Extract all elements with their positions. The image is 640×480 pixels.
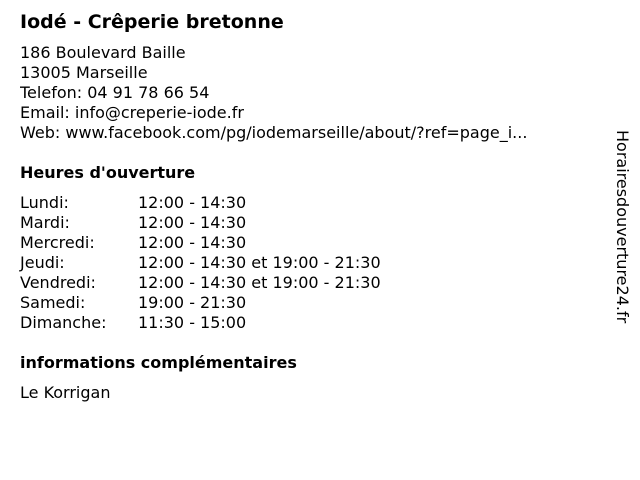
day-label: Dimanche: [20, 313, 107, 332]
hours-row-saturday [20, 293, 381, 313]
day-label: Vendredi: [20, 273, 96, 292]
day-label: Mardi: [20, 213, 70, 232]
address-block [20, 43, 527, 143]
street-address: 186 Boulevard Baille [20, 43, 186, 62]
time-value: 11:30 - 15:00 [138, 313, 247, 332]
day-label: Samedi: [20, 293, 86, 312]
site-watermark: Horairesdouverture24.fr [613, 130, 632, 324]
additional-info-text: Le Korrigan [20, 383, 111, 402]
time-value: 19:00 - 21:30 [138, 293, 247, 312]
hours-row-thursday [20, 253, 381, 273]
additional-info-heading: informations complémentaires [20, 353, 297, 372]
day-label: Mercredi: [20, 233, 95, 252]
hours-heading: Heures d'ouverture [20, 163, 196, 182]
time-value: 12:00 - 14:30 [138, 193, 247, 212]
time-value: 12:00 - 14:30 et 19:00 - 21:30 [138, 253, 381, 272]
day-label: Lundi: [20, 193, 69, 212]
email-address: Email: info@creperie-iode.fr [20, 103, 244, 122]
hours-row-friday [20, 273, 381, 293]
hours-row-monday [20, 193, 381, 213]
city-address: 13005 Marseille [20, 63, 148, 82]
opening-hours-table [20, 193, 381, 333]
phone-number: Telefon: 04 91 78 66 54 [20, 83, 210, 102]
hours-row-tuesday [20, 213, 381, 233]
time-value: 12:00 - 14:30 et 19:00 - 21:30 [138, 273, 381, 292]
day-label: Jeudi: [20, 253, 65, 272]
website-url: Web: www.facebook.com/pg/iodemarseille/about/?ref=page_i... [20, 123, 528, 142]
hours-row-wednesday [20, 233, 381, 253]
page-title: Iodé - Crêperie bretonne [20, 11, 284, 33]
time-value: 12:00 - 14:30 [138, 213, 247, 232]
time-value: 12:00 - 14:30 [138, 233, 247, 252]
hours-row-sunday [20, 313, 381, 333]
